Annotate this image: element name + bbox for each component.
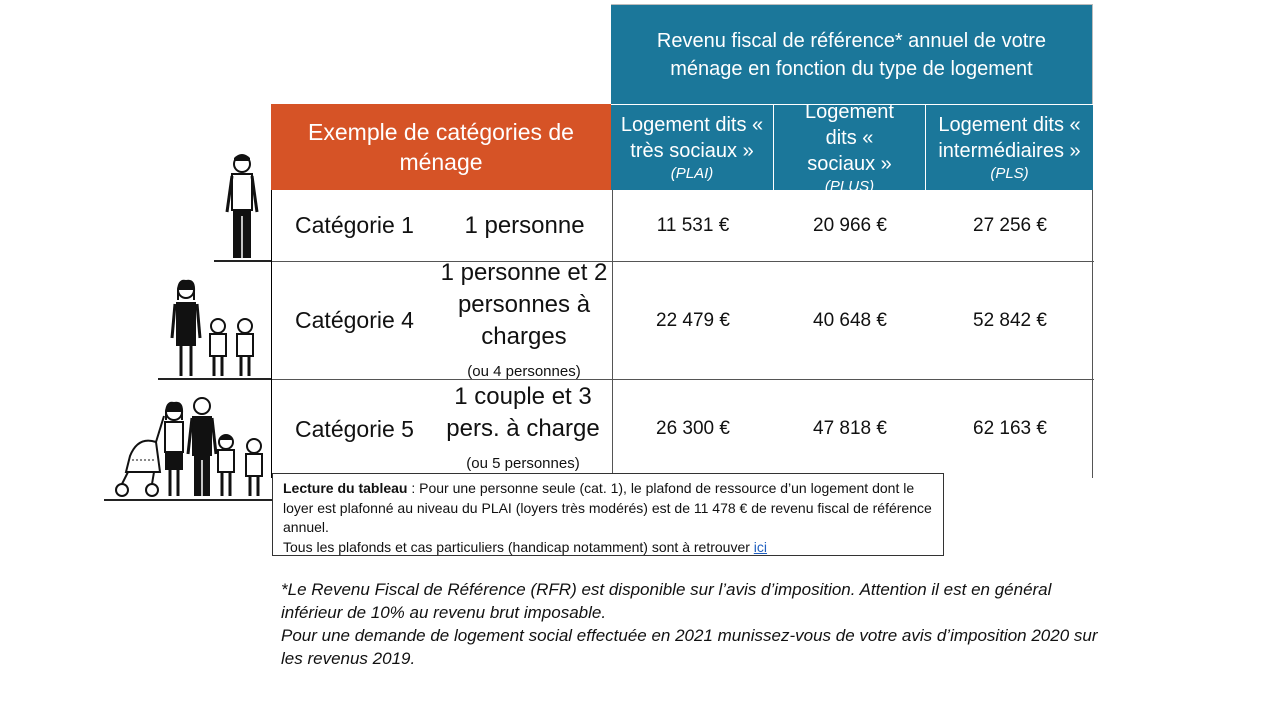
row-2-value-plai: 22 479 €: [656, 309, 730, 331]
column-label: Logement dits « très sociaux »: [620, 113, 764, 162]
row-3-value-plus: 47 818 €: [813, 418, 887, 439]
footnote: [281, 578, 1111, 670]
reading-note-box: [272, 473, 944, 556]
row-1-description: 1 personne: [464, 211, 585, 239]
row-2-value-pls: 52 842 €: [973, 309, 1047, 331]
row-1-value-plai: 11 531 €: [656, 214, 730, 236]
reading-note-text: : Pour une personne seule (cat. 1), le plafond de ressource d’un logement dont le loyer est plafonné au niveau du PLAI (loyers très modérés) est de 11 478 € de revenu fiscal de référence annuel.: [283, 480, 932, 535]
row-2-description-note: (ou 4 personnes): [467, 362, 581, 380]
header-categories: Exemple de catégories de ménage: [271, 104, 611, 190]
row-3-description-cell: [432, 380, 614, 478]
column-code: (PLAI): [670, 164, 714, 182]
column-code: (PLUS): [824, 177, 875, 195]
row-2-description-cell: [434, 258, 614, 380]
footnote-line-2: Pour une demande de logement social effectuée en 2021 munissez-vous de votre avis d’imposition 2020 sur les revenus 2019.: [281, 626, 1098, 668]
family-with-stroller-icon: [108, 396, 270, 500]
column-label: Logement dits « intermédiaires »: [938, 113, 1081, 162]
footnote-line-1: *Le Revenu Fiscal de Référence (RFR) est disponible sur l’avis d’imposition. Attention il est en général inférieur de 10% au revenu brut imposable.: [281, 580, 1052, 622]
column-header-plus: [773, 100, 925, 195]
row-3-value-pls: 62 163 €: [973, 418, 1047, 439]
parent-two-children-icon: [166, 276, 264, 380]
row-2-description: 1 personne et 2 personnes à charges: [440, 258, 608, 350]
row-3-category: Catégorie 5: [295, 415, 414, 442]
column-header-plai: [611, 104, 773, 190]
row-1-value-plus: 20 966 €: [813, 214, 887, 236]
reading-note-title: Lecture du tableau: [283, 480, 408, 496]
header-revenu-fiscal: Revenu fiscal de référence* annuel de votre ménage en fonction du type de logement: [611, 4, 1093, 104]
row-2-value-plus: 40 648 €: [813, 309, 887, 331]
column-header-pls: [925, 104, 1093, 190]
row-3-description-note: (ou 5 personnes): [466, 455, 580, 472]
income-table: [271, 190, 1093, 478]
row-2-category: Catégorie 4: [295, 307, 414, 333]
row-3-value-plai: 26 300 €: [656, 418, 730, 439]
column-code: (PLS): [990, 164, 1029, 182]
column-label: Logement dits « sociaux »: [805, 100, 894, 175]
row-1-value-pls: 27 256 €: [973, 214, 1047, 236]
reading-note-link[interactable]: ici: [753, 538, 768, 555]
row-3-description: 1 couple et 3 pers. à charge: [446, 383, 600, 442]
reading-note-line2: Tous les plafonds et cas particuliers (handicap notamment) sont à retrouver: [283, 538, 754, 555]
row-1-category: Catégorie 1: [295, 212, 414, 238]
single-person-icon: [224, 152, 260, 262]
